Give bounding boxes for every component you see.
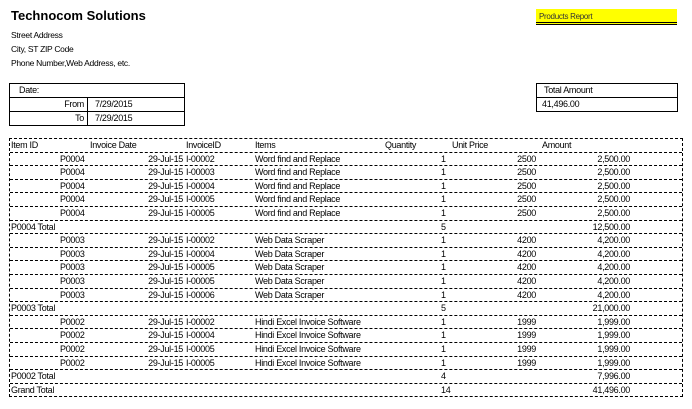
cell-inv: I-00005	[186, 357, 215, 368]
cell-date: 29-Jul-15	[148, 235, 183, 246]
cell-amt: 2,500.00	[597, 153, 630, 164]
cell-qty: 1	[441, 262, 446, 273]
cell-qty: 5	[441, 303, 446, 314]
cell-qty: 14	[441, 384, 451, 395]
table-row	[10, 248, 682, 262]
cell-id: P0004	[60, 167, 85, 178]
cell-inv: I-00004	[186, 180, 215, 191]
cell-price: 2500	[517, 194, 536, 205]
to-date: 7/29/2015	[95, 113, 133, 123]
cell-id: P0003	[60, 235, 85, 246]
cell-inv: I-00004	[186, 330, 215, 341]
cell-amt: 41,496.00	[592, 384, 630, 395]
cell-id: P0004	[60, 194, 85, 205]
table-row	[10, 180, 682, 194]
cell-id: P0002	[60, 330, 85, 341]
cell-qty: 1	[441, 235, 446, 246]
cell-date: 29-Jul-15	[148, 167, 183, 178]
cell-id: P0004 Total	[11, 221, 56, 232]
table-row	[10, 261, 682, 275]
cell-amt: 21,000.00	[592, 303, 630, 314]
from-date: 7/29/2015	[95, 99, 133, 109]
cell-id: P0004	[60, 153, 85, 164]
header-amount: Amount	[542, 140, 572, 150]
cell-amt: 4,200.00	[597, 289, 630, 300]
cell-date: 29-Jul-15	[148, 208, 183, 218]
table-row	[10, 343, 682, 357]
table-row	[10, 289, 682, 303]
cell-qty: 1	[441, 330, 446, 341]
cell-id: P0002 Total	[11, 371, 56, 382]
from-label: From	[64, 99, 84, 109]
products-table	[9, 138, 683, 397]
table-header	[10, 139, 682, 153]
total-amount-value: 41,496.00	[542, 99, 580, 109]
cell-item: Web Data Scraper	[255, 289, 325, 300]
cell-amt: 12,500.00	[592, 221, 630, 232]
table-row	[10, 329, 682, 343]
cell-amt: 2,500.00	[597, 167, 630, 178]
cell-inv: I-00002	[186, 316, 215, 327]
cell-item: Word find and Replace	[255, 194, 341, 205]
cell-price: 4200	[517, 235, 536, 246]
cell-item: Word find and Replace	[255, 208, 341, 218]
cell-id: P0003	[60, 262, 85, 273]
header-items: Items	[255, 140, 276, 150]
cell-date: 29-Jul-15	[148, 330, 183, 341]
cell-inv: I-00002	[186, 235, 215, 246]
cell-inv: I-00005	[186, 344, 215, 354]
total-row	[10, 384, 682, 398]
table-row	[10, 193, 682, 207]
cell-qty: 1	[441, 357, 446, 368]
cell-qty: 1	[441, 248, 446, 259]
cell-qty: 4	[441, 371, 446, 382]
contact-info: Phone Number,Web Address, etc.	[11, 58, 130, 68]
cell-item: Web Data Scraper	[255, 235, 325, 246]
cell-id: P0004	[60, 208, 85, 218]
date-box	[9, 83, 185, 126]
cell-qty: 1	[441, 153, 446, 164]
cell-inv: I-00005	[186, 276, 215, 286]
cell-amt: 7,996.00	[597, 371, 630, 382]
cell-id: P0002	[60, 357, 85, 368]
cell-amt: 2,500.00	[597, 194, 630, 205]
cell-item: Hindi Excel Invoice Software	[255, 357, 361, 368]
table-row	[10, 234, 682, 248]
cell-item: Web Data Scraper	[255, 262, 325, 273]
to-label: To	[75, 113, 84, 123]
cell-price: 2500	[517, 180, 536, 191]
cell-amt: 4,200.00	[597, 262, 630, 273]
cell-amt: 1,999.00	[597, 316, 630, 327]
cell-date: 29-Jul-15	[148, 344, 183, 354]
cell-date: 29-Jul-15	[148, 276, 183, 286]
cell-qty: 1	[441, 194, 446, 205]
cell-inv: I-00005	[186, 262, 215, 273]
header-item-id: Item ID	[11, 140, 38, 150]
cell-qty: 1	[441, 289, 446, 300]
cell-item: Word find and Replace	[255, 167, 341, 178]
date-label: Date:	[19, 85, 40, 95]
cell-price: 4200	[517, 276, 536, 286]
cell-qty: 1	[441, 180, 446, 191]
cell-item: Hindi Excel Invoice Software	[255, 316, 361, 327]
total-row	[10, 221, 682, 235]
cell-amt: 4,200.00	[597, 235, 630, 246]
cell-qty: 1	[441, 316, 446, 327]
cell-price: 4200	[517, 289, 536, 300]
total-amount-label: Total Amount	[544, 85, 593, 95]
cell-inv: I-00003	[186, 167, 215, 178]
table-row	[10, 357, 682, 371]
cell-date: 29-Jul-15	[148, 194, 183, 205]
cell-qty: 5	[441, 221, 446, 232]
cell-price: 1999	[517, 344, 536, 354]
cell-inv: I-00004	[186, 248, 215, 259]
cell-amt: 4,200.00	[597, 248, 630, 259]
cell-price: 4200	[517, 262, 536, 273]
cell-date: 29-Jul-15	[148, 316, 183, 327]
cell-item: Hindi Excel Invoice Software	[255, 330, 361, 341]
cell-amt: 1,999.00	[597, 357, 630, 368]
cell-item: Web Data Scraper	[255, 276, 325, 286]
cell-item: Web Data Scraper	[255, 248, 325, 259]
cell-amt: 2,500.00	[597, 180, 630, 191]
cell-inv: I-00005	[186, 194, 215, 205]
header-quantity: Quantity	[385, 140, 417, 150]
cell-price: 1999	[517, 330, 536, 341]
cell-price: 4200	[517, 248, 536, 259]
cell-date: 29-Jul-15	[148, 248, 183, 259]
cell-qty: 1	[441, 208, 446, 218]
cell-date: 29-Jul-15	[148, 180, 183, 191]
cell-amt: 4,200.00	[597, 276, 630, 286]
cell-amt: 2,500.00	[597, 208, 630, 218]
cell-inv: I-00002	[186, 153, 215, 164]
cell-price: 2500	[517, 208, 536, 218]
company-name: Technocom Solutions	[11, 8, 146, 23]
header-invoice-id: InvoiceID	[186, 140, 221, 150]
cell-amt: 1,999.00	[597, 344, 630, 354]
header-unit-price: Unit Price	[452, 140, 489, 150]
cell-item: Word find and Replace	[255, 153, 341, 164]
cell-price: 1999	[517, 357, 536, 368]
total-row	[10, 302, 682, 316]
table-row	[10, 166, 682, 180]
cell-qty: 1	[441, 167, 446, 178]
cell-qty: 1	[441, 344, 446, 354]
cell-id: P0004	[60, 180, 85, 191]
cell-amt: 1,999.00	[597, 330, 630, 341]
total-row	[10, 370, 682, 384]
cell-date: 29-Jul-15	[148, 153, 183, 164]
table-row	[10, 153, 682, 167]
cell-id: P0002	[60, 316, 85, 327]
cell-id: Grand Total	[11, 384, 55, 395]
street-address: Street Address	[11, 30, 63, 40]
cell-qty: 1	[441, 276, 446, 286]
cell-date: 29-Jul-15	[148, 357, 183, 368]
cell-id: P0002	[60, 344, 85, 354]
cell-id: P0003	[60, 289, 85, 300]
table-row	[10, 207, 682, 221]
cell-id: P0003	[60, 276, 85, 286]
total-amount-box	[536, 83, 678, 112]
city-state-zip: City, ST ZIP Code	[11, 44, 74, 54]
cell-price: 1999	[517, 316, 536, 327]
table-row	[10, 316, 682, 330]
cell-item: Hindi Excel Invoice Software	[255, 344, 361, 354]
cell-date: 29-Jul-15	[148, 289, 183, 300]
cell-inv: I-00006	[186, 289, 215, 300]
cell-price: 2500	[517, 153, 536, 164]
cell-inv: I-00005	[186, 208, 215, 218]
cell-item: Word find and Replace	[255, 180, 341, 191]
report-title: Products Report	[536, 9, 677, 25]
cell-id: P0003 Total	[11, 303, 56, 314]
cell-id: P0003	[60, 248, 85, 259]
cell-price: 2500	[517, 167, 536, 178]
table-row	[10, 275, 682, 289]
cell-date: 29-Jul-15	[148, 262, 183, 273]
header-invoice-date: Invoice Date	[90, 140, 137, 150]
